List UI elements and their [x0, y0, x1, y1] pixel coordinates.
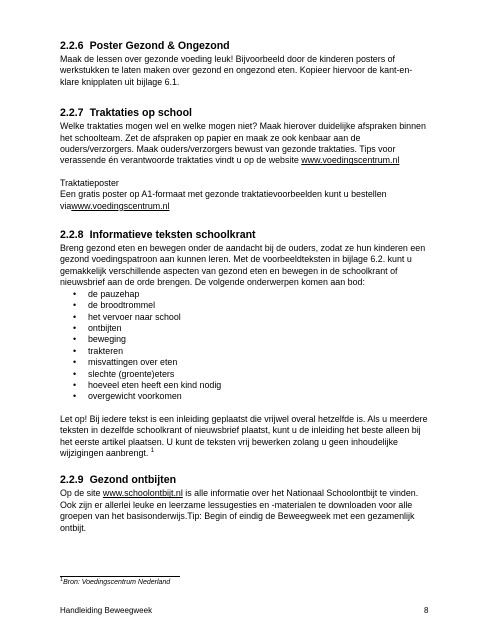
- footer-title: Handleiding Beweegweek: [60, 606, 153, 615]
- list-item: • misvattingen over eten: [88, 357, 430, 368]
- section-number: 2.2.7: [60, 107, 84, 120]
- schoolontbijt-link[interactable]: www.schoolontbijt.nl: [102, 488, 183, 499]
- footnote-mark: 1: [60, 577, 64, 583]
- list-item: • ontbijten: [88, 323, 430, 334]
- page-content: [60, 40, 430, 534]
- list-item: • de broodtrommel: [88, 300, 430, 311]
- list-item: • beweging: [88, 334, 430, 345]
- section-title: Traktaties op school: [89, 107, 192, 120]
- list-item: • trakteren: [88, 346, 430, 357]
- section-heading-poster: [60, 40, 430, 53]
- section-number: 2.2.9: [60, 474, 84, 487]
- closing-paragraph: [60, 414, 430, 460]
- closing-text: Let op! Bij iedere tekst is een inleiding geplaatst die vrijwel overal hetzelfde is. Als u meerdere teksten in dezelfde schoolkrant of nieuwsbrief plaatst, kunt u de inleiding het beste alleen bij het eerste artikel plaatsen. U kunt de teksten vrij bewerken zolang u geen inhoudelijke wijzigingen aanbrengt.: [60, 413, 428, 458]
- section-title: Poster Gezond & Ongezond: [89, 40, 230, 52]
- section-paragraph: Maak de lessen over gezonde voeding leuk! Bijvoorbeeld door de kinderen posters of werkstukken te laten maken over gezond en ongezond eten. Kopieer hiervoor de kant-en-klare knipplaten uit bijlage 6.1.: [60, 54, 413, 87]
- page-number: 8: [424, 606, 429, 615]
- footnote-divider: [60, 576, 180, 577]
- section-number: 2.2.6: [60, 40, 84, 52]
- paragraph-text-before: Op de site: [60, 488, 103, 499]
- voedingscentrum-order-link[interactable]: www.voedingscentrum.nl: [71, 200, 170, 211]
- list-item: • het vervoer naar school: [88, 312, 430, 323]
- list-item: • hoeveel eten heeft een kind nodig: [88, 380, 430, 391]
- paragraph-text: Welke traktaties mogen wel en welke mogen niet? Maak hierover duidelijke afspraken binnen het schoolteam. Zet de afspraken op papier en maak ze ook kenbaar aan de ouders/verzorgers. Maak ouders/verzorgers bewust van gezonde traktaties. Tips voor verassende én verantwoorde traktaties vindt u op de website: [60, 121, 426, 166]
- footnote-reference[interactable]: 1: [150, 447, 155, 454]
- section-number: 2.2.8: [60, 229, 84, 242]
- section-heading-ontbijten: [60, 474, 430, 487]
- voedingscentrum-link[interactable]: www.voedingscentrum.nl: [301, 155, 400, 166]
- sub-heading: Traktatieposter: [60, 177, 119, 188]
- section-title: Informatieve teksten schoolkrant: [89, 229, 256, 242]
- list-item: • de pauzehap: [88, 289, 430, 300]
- section-heading-schoolkrant: [60, 229, 430, 242]
- footnote-text: Bron: Voedingscentrum Nederland: [63, 579, 171, 586]
- list-item: • slechte (groente)eters: [88, 369, 430, 380]
- footnote: [60, 578, 170, 587]
- topic-list: [60, 289, 430, 403]
- sub-paragraph: [60, 189, 430, 212]
- section-heading-traktaties: [60, 107, 430, 120]
- list-item: • overgewicht voorkomen: [88, 391, 430, 402]
- paragraph-text-after: is alle informatie over het Nationaal Schoolontbijt te vinden. Ook zijn er allerlei leuke en leerzame lessugesties en -materialen te downloaden voor alle groepen van het basisonderwijs.Tip: Begin of eindig de Beweegweek met een gezamenlijk ontbijt.: [60, 488, 419, 533]
- section-paragraph: Breng gezond eten en bewegen onder de aandacht bij de ouders, zodat ze hun kinderen een gezond voedingspatroon aan kunnen leren. Met de voorbeeldteksten in bijlage 6.2. kunt u gemakkelijk verschillende aspecten van gezond eten en bewegen in de schoolkrant of nieuwsbrief aan de orde brengen. De volgende onderwerpen komen aan bod:: [60, 243, 426, 288]
- section-title: Gezond ontbijten: [89, 474, 177, 487]
- section-paragraph: [60, 488, 430, 534]
- section-paragraph: [60, 121, 430, 167]
- sub-paragraph-text: Een gratis poster op A1-formaat met gezonde traktatievoorbeelden kunt u bestellen via: [60, 189, 387, 211]
